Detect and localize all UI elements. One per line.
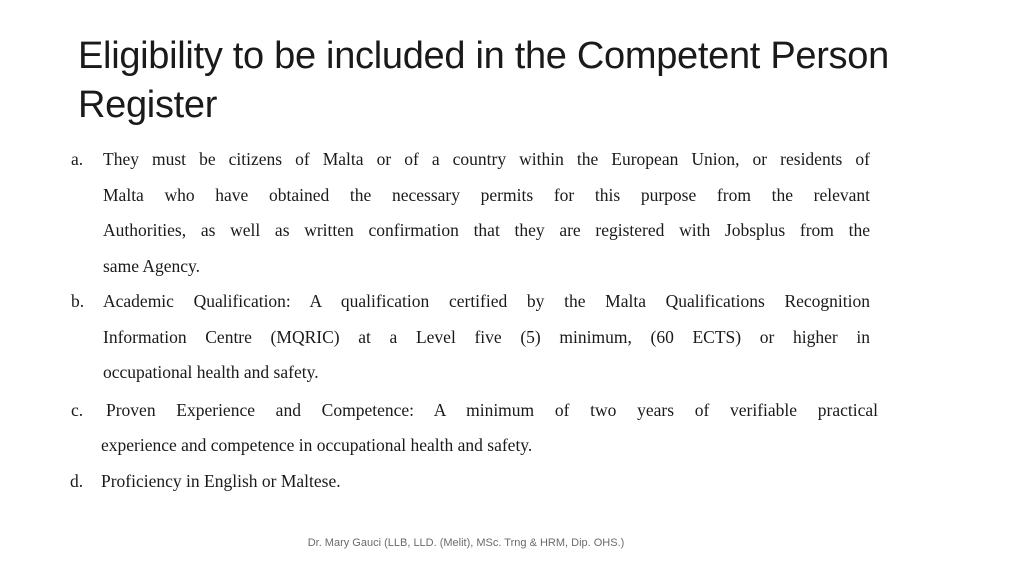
criterion-marker: b. xyxy=(71,291,85,311)
criterion-text-line: Authorities, as well as written confirmation that they are registered with Jobsplus from the xyxy=(103,220,870,240)
criterion-marker: a. xyxy=(71,149,84,169)
criterion-text-line: Information Centre (MQRIC) at a Level five (5) minimum, (60 ECTS) or higher in xyxy=(103,327,870,347)
criterion-text-line: Academic Qualification: A qualification certified by the Malta Qualifications Recognition xyxy=(103,291,870,311)
criterion-marker: d. xyxy=(70,471,84,491)
criterion-marker: c. xyxy=(71,400,84,420)
criterion-text-line: Malta who have obtained the necessary permits for this purpose from the relevant xyxy=(103,185,870,205)
criterion-text-line: Proven Experience and Competence: A minimum of two years of verifiable practical xyxy=(106,400,878,420)
slide-title: Eligibility to be included in the Competent Person Register xyxy=(78,35,889,126)
criterion-text-line: They must be citizens of Malta or of a country within the European Union, or residents of xyxy=(103,149,870,169)
criterion-text-line: same Agency. xyxy=(103,256,201,276)
criterion-text-line: Proficiency in English or Maltese. xyxy=(101,471,341,491)
criterion-text-line: experience and competence in occupational health and safety. xyxy=(101,435,533,455)
criterion-text-line: occupational health and safety. xyxy=(103,362,319,382)
slide-footer-author: Dr. Mary Gauci (LLB, LLD. (Melit), MSc. Trng & HRM, Dip. OHS.) xyxy=(307,537,625,549)
